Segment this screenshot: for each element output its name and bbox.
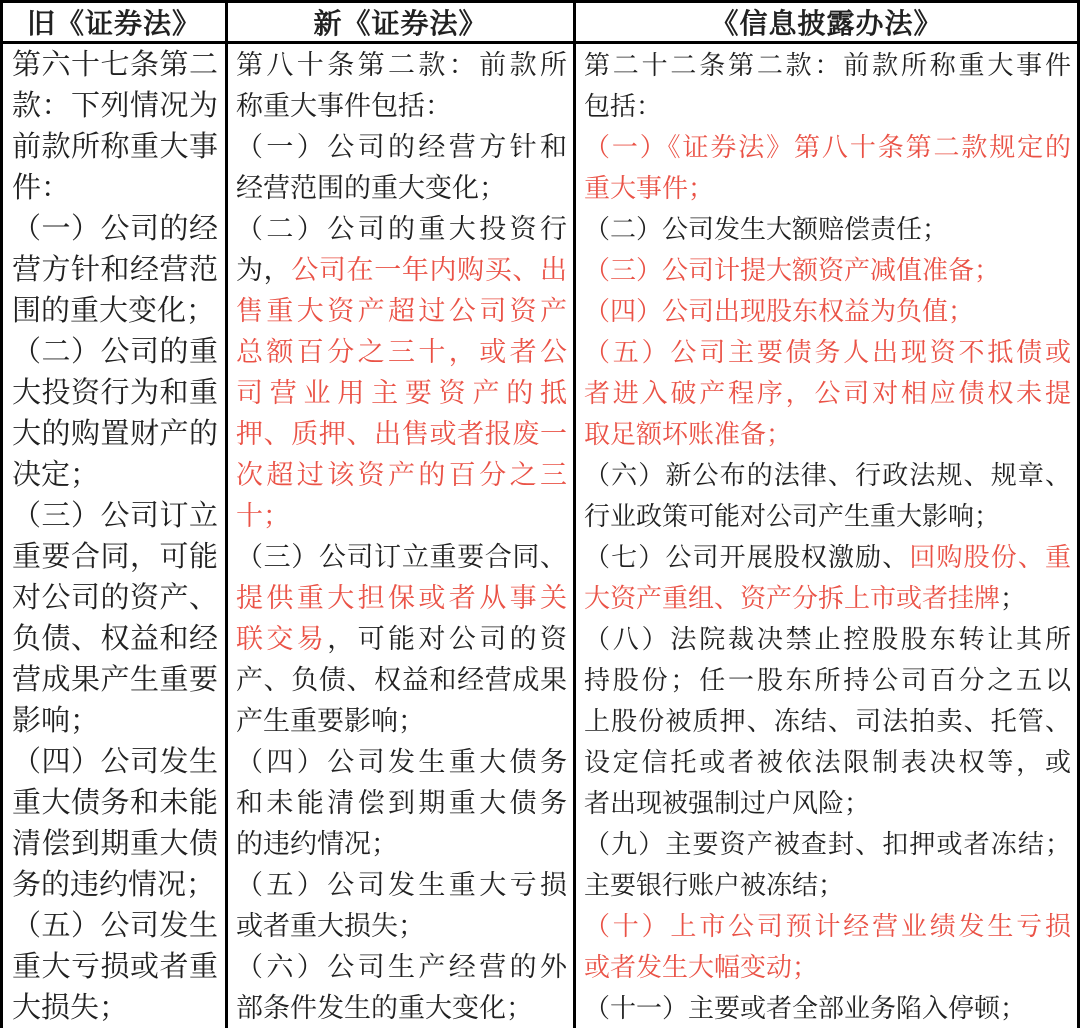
text-line: 大的购置财产的 [12,418,218,450]
text-line: 押、质押、出售或者报废一 [236,419,567,449]
text-line: （六）新公布的法律、行政法规、规章、 [584,460,1071,490]
text-line: 或者发生大幅变动； [584,952,819,982]
text-line: 售重大资产超过公司资产 [236,296,567,326]
text-line: 重要合同，可能 [12,541,218,573]
text-line: （十一）主要或者全部业务陷入停顿； [584,993,1027,1023]
text-line: （六）公司生产经营的外 [236,952,567,982]
text-line: （五）公司主要债务人出现资不抵债或 [584,337,1071,367]
column-new-securities-law [228,44,576,1028]
text-line: 重大亏损或者重 [12,951,218,983]
text-line: 第八十条第二款：前款所 [236,50,567,80]
text-line: 称重大事件包括： [236,91,452,121]
text-line: 十； [236,501,290,531]
text-line: （三）公司订立 [12,500,218,532]
text-line: （五）公司发生重大亏损 [236,870,567,900]
header-new-securities-law: 新《证券法》 [228,3,576,41]
table-header-row [3,3,1077,44]
text-line: 联交易，可能对公司的资 [236,624,568,654]
text-line: 第六十七条第二 [12,49,218,81]
text-line: （三）公司订立重要合同、 [236,542,567,572]
text-line: 清偿到期重大债 [12,828,218,860]
text-line: 大投资行为和重 [12,377,218,409]
text-line: 总额百分之三十，或者公 [236,337,567,367]
text-line: 经营范围的重大变化； [236,173,506,203]
text-line: 和未能清偿到期重大债务 [236,788,567,818]
text-line: （七）公司开展股权激励、回购股份、重 [584,542,1071,572]
text-line: 或者重大损失； [236,911,425,941]
text-line: 包括： [584,91,663,121]
text-line: 行业政策可能对公司产生重大影响； [584,501,1001,531]
text-line: （五）公司发生 [12,910,218,942]
text-line: 持股份；任一股东所持公司百分之五以 [584,665,1071,695]
text-line: （四）公司发生 [12,746,218,778]
text-line: 为，公司在一年内购买、出 [236,255,568,285]
text-line: （三）公司计提大额资产减值准备； [584,255,1001,285]
text-line: 的违约情况； [236,829,398,859]
header-disclosure-measures: 《信息披露办法》 [710,8,943,39]
text-line: 务的违约情况； [12,869,216,901]
text-line: （二）公司发生大额赔偿责任； [584,214,949,244]
column-disclosure-measures [576,44,1077,1028]
text-line: （二）公司的重大投资行 [236,214,567,244]
text-line: （一）公司的经营方针和 [236,132,567,162]
text-line: 主要银行账户被冻结； [584,870,845,900]
text-line: 款：下列情况为 [12,90,218,122]
text-line: （八）法院裁决禁止控股股东转让其所 [584,624,1071,654]
text-line: 取足额坏账准备； [584,419,793,449]
text-line: 产、负债、权益和经营成果 [236,665,567,695]
text-line: 决定； [12,459,100,491]
text-line: 对公司的资产、 [12,582,218,614]
text-line: 第二十二条第二款：前款所称重大事件 [584,50,1071,80]
text-line: 影响； [12,705,100,737]
text-line: 产生重要影响； [236,706,425,736]
header-old-securities-law: 旧《证券法》 [3,3,228,41]
text-line: 次超过该资产的百分之三 [236,460,567,490]
text-line: 重大债务和未能 [12,787,218,819]
text-line: 营方针和经营范 [12,254,218,286]
table-body-row [3,44,1077,1028]
text-line: 大资产重组、资产分拆上市或者挂牌； [584,583,1027,613]
text-line: 重大事件； [584,173,715,203]
text-line: 上股份被质押、冻结、司法拍卖、托管、 [584,706,1071,736]
text-line: （十）上市公司预计经营业绩发生亏损 [584,911,1071,941]
text-line: （四）公司出现股东权益为负值； [584,296,975,326]
text-line: 提供重大担保或者从事关 [236,583,567,613]
text-line: （一）公司的经 [12,213,218,245]
text-line: 前款所称重大事 [12,131,218,163]
text-line: （一）《证券法》第八十条第二款规定的 [584,132,1071,162]
text-line: 营成果产生重要 [12,664,218,696]
text-line: 司营业用主要资产的抵 [236,378,567,408]
text-line: 大损失； [12,992,129,1024]
text-line: 设定信托或者被依法限制表决权等，或 [584,747,1071,777]
column-old-securities-law [3,44,228,1028]
text-line: 负债、权益和经 [12,623,218,655]
text-line: 围的重大变化； [12,295,216,327]
text-line: 者出现被强制过户风险； [584,788,871,818]
text-line: 部条件发生的重大变化； [236,993,533,1023]
text-line: 者进入破产程序，公司对相应债权未提 [584,378,1071,408]
text-line: 件： [12,172,71,204]
text-line: （九）主要资产被查封、扣押或者冻结； [584,829,1071,859]
text-line: （四）公司发生重大债务 [236,747,567,777]
text-line: （二）公司的重 [12,336,218,368]
